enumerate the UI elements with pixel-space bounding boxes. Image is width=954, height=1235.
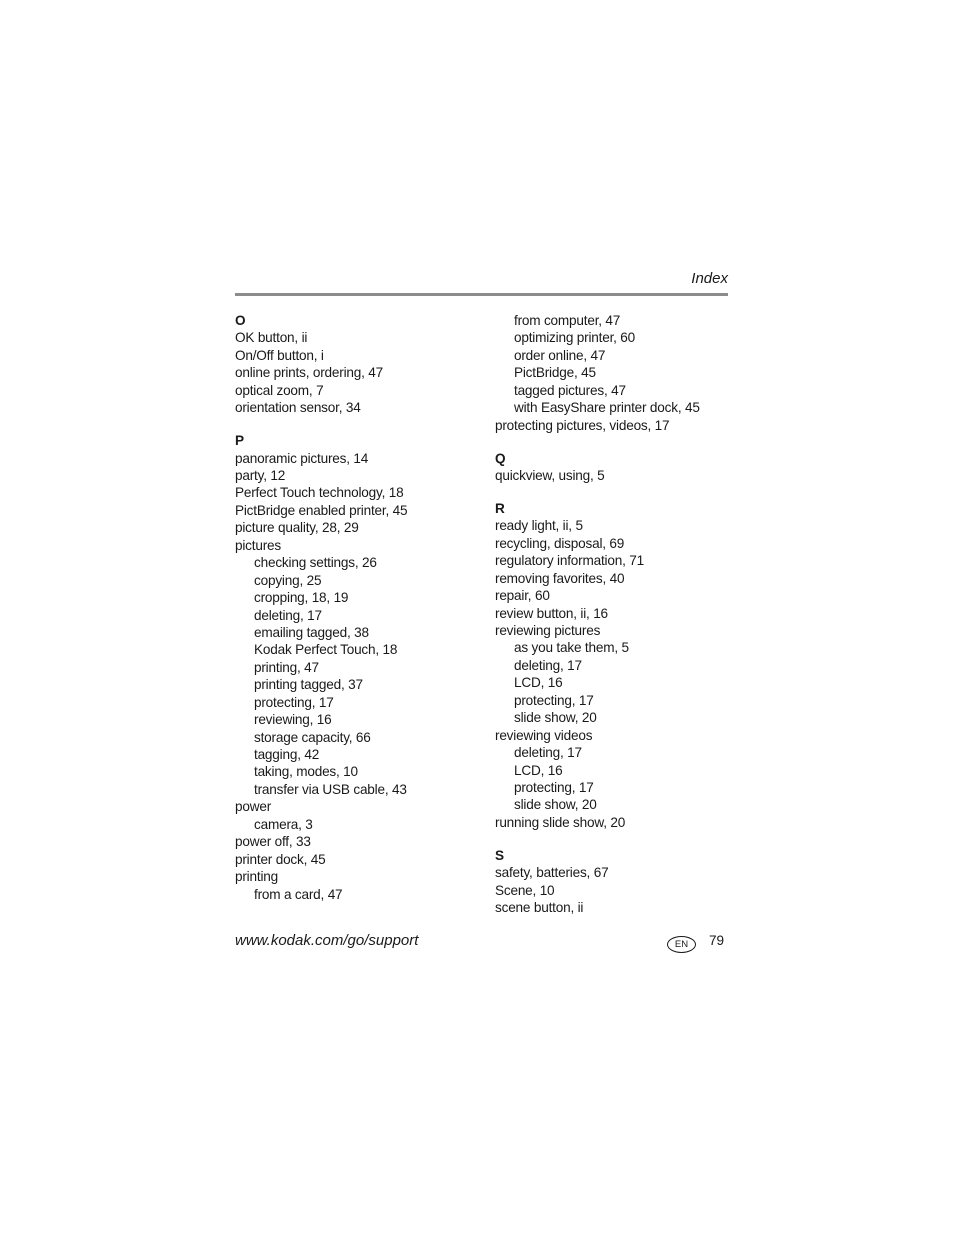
index-subentry: slide show, 20 <box>514 797 597 813</box>
index-column-right <box>495 312 735 917</box>
index-subentry: transfer via USB cable, 43 <box>254 781 407 797</box>
index-entry: online prints, ordering, 47 <box>235 365 384 381</box>
index-column-left <box>235 312 485 903</box>
index-subentry: storage capacity, 66 <box>254 729 371 745</box>
index-subentry: copying, 25 <box>254 572 322 588</box>
index-subentry: protecting, 17 <box>254 694 334 710</box>
index-entry: OK button, ii <box>235 330 308 346</box>
index-letter-heading: R <box>495 500 505 516</box>
running-header-title: Index <box>691 270 728 287</box>
index-subentry: from computer, 47 <box>514 313 621 328</box>
index-group-gap <box>495 434 735 450</box>
index-entry: Scene, 10 <box>495 882 555 898</box>
index-entry: quickview, using, 5 <box>495 468 605 483</box>
index-entry: panoramic pictures, 14 <box>235 450 369 466</box>
footer-support-url: www.kodak.com/go/support <box>235 932 419 949</box>
index-subentry: protecting, 17 <box>514 779 594 795</box>
index-subentry: emailing tagged, 38 <box>254 624 369 640</box>
index-subentry: LCD, 16 <box>514 762 563 778</box>
index-subentry: deleting, 17 <box>514 745 582 761</box>
index-entry: regulatory information, 71 <box>495 553 644 569</box>
index-subentry: taking, modes, 10 <box>254 764 358 780</box>
index-subentry: checking settings, 26 <box>254 555 377 571</box>
index-subentry: deleting, 17 <box>254 607 322 623</box>
index-letter-heading: Q <box>495 450 506 466</box>
index-entry: power <box>235 799 272 815</box>
index-subentry: order online, 47 <box>514 347 606 363</box>
index-entry: pictures <box>235 537 281 553</box>
index-entry: PictBridge enabled printer, 45 <box>235 502 408 518</box>
index-subentry: printing, 47 <box>254 659 319 675</box>
page-number: 79 <box>709 933 725 948</box>
index-subentry: with EasyShare printer dock, 45 <box>514 400 700 416</box>
index-letter-heading: P <box>235 433 244 449</box>
index-group-gap <box>235 417 485 433</box>
index-entry: party, 12 <box>235 468 286 483</box>
index-subentry: tagging, 42 <box>254 747 320 762</box>
index-subentry: protecting, 17 <box>514 692 594 708</box>
index-letter-heading: O <box>235 313 246 328</box>
index-letter-heading: S <box>495 847 504 863</box>
index-entry: running slide show, 20 <box>495 814 626 830</box>
index-subentry: Kodak Perfect Touch, 18 <box>254 642 398 658</box>
index-entry: picture quality, 28, 29 <box>235 520 359 536</box>
index-entry: review button, ii, 16 <box>495 605 608 621</box>
index-subentry: LCD, 16 <box>514 675 563 691</box>
index-entry: reviewing pictures <box>495 623 601 638</box>
index-entry: Perfect Touch technology, 18 <box>235 485 404 501</box>
index-subentry: slide show, 20 <box>514 710 597 726</box>
index-entry: removing favorites, 40 <box>495 570 625 586</box>
index-entry: reviewing videos <box>495 727 593 743</box>
index-entry: recycling, disposal, 69 <box>495 535 625 551</box>
index-subentry: reviewing, 16 <box>254 712 332 728</box>
index-entry: optical zoom, 7 <box>235 382 324 398</box>
index-subentry: printing tagged, 37 <box>254 677 363 693</box>
index-subentry: PictBridge, 45 <box>514 365 596 381</box>
index-subentry: from a card, 47 <box>254 886 343 902</box>
language-badge: EN <box>667 936 696 953</box>
index-entry: scene button, ii <box>495 900 584 916</box>
header-rule <box>235 293 728 296</box>
index-entry: orientation sensor, 34 <box>235 400 361 416</box>
index-entry: printer dock, 45 <box>235 851 326 867</box>
index-entry: safety, batteries, 67 <box>495 865 609 881</box>
index-subentry: tagged pictures, 47 <box>514 382 626 398</box>
index-entry: repair, 60 <box>495 588 550 604</box>
index-subentry: cropping, 18, 19 <box>254 590 349 606</box>
index-entry: power off, 33 <box>235 834 311 850</box>
index-group-gap <box>495 484 735 500</box>
index-group-gap <box>495 831 735 847</box>
index-subentry: as you take them, 5 <box>514 640 629 656</box>
index-entry: printing <box>235 869 278 885</box>
index-subentry: camera, 3 <box>254 816 313 832</box>
index-entry: ready light, ii, 5 <box>495 518 583 534</box>
index-entry: On/Off button, i <box>235 347 324 363</box>
index-subentry: deleting, 17 <box>514 657 582 673</box>
index-entry: protecting pictures, videos, 17 <box>495 417 670 433</box>
index-subentry: optimizing printer, 60 <box>514 330 636 346</box>
